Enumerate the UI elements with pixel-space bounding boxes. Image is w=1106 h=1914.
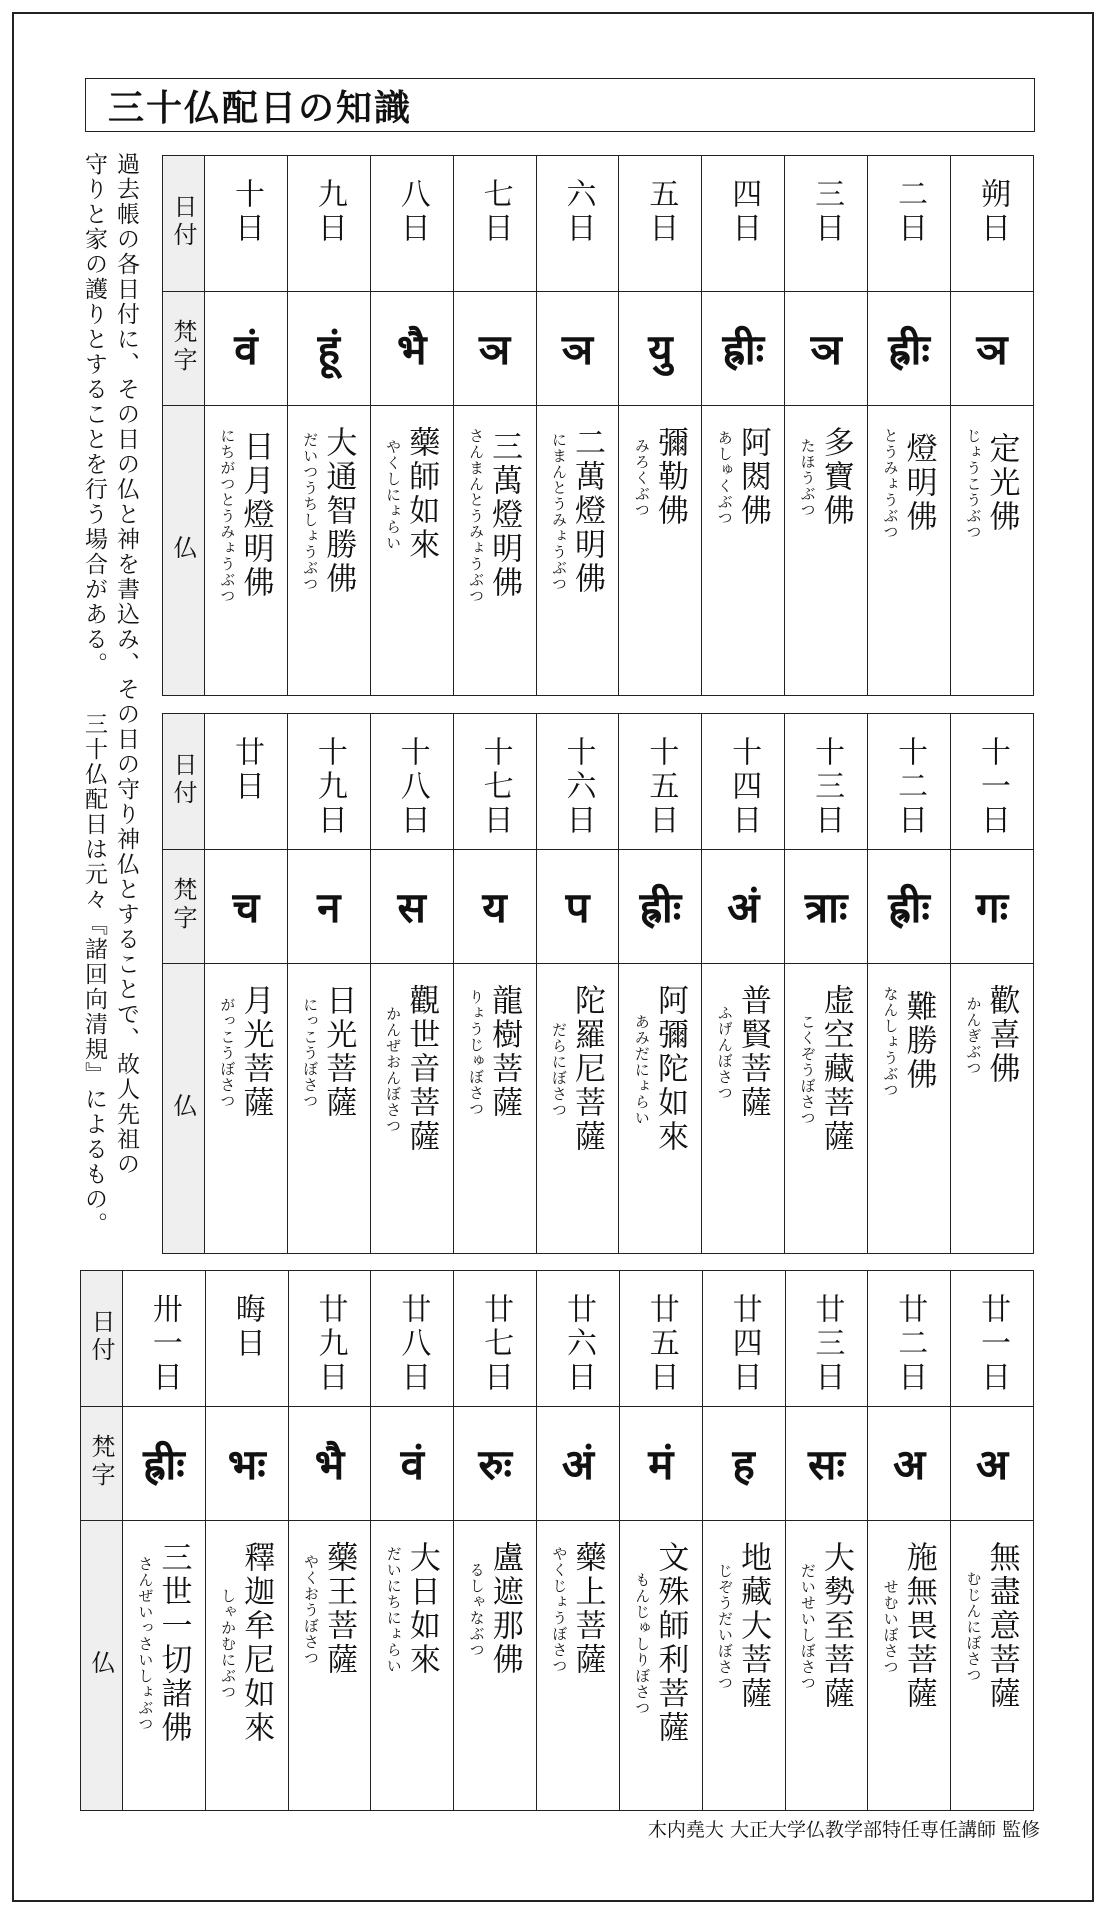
sanskrit-seed-char: ह्रीः [722,325,765,374]
buddha-name: 彌勒佛 [651,426,688,528]
sanskrit-seed-char: ञ [810,325,842,374]
sanskrit-cell [287,292,370,406]
date-header-cell [163,714,205,850]
day-date: 七日 [477,178,513,246]
buddha-name: 難勝佛 [900,990,937,1092]
buddha-name: 三萬燈明佛 [486,430,523,600]
buddha-entry [868,1521,950,1711]
buddha-cell [205,406,288,696]
date-row [163,714,1034,850]
buddha-reading: じぞうだいぼさつ [716,1563,735,1691]
sanskrit-cell [868,292,951,406]
buddha-cell [288,1521,371,1811]
buddha-name: 二萬燈明佛 [569,426,606,596]
buddha-name: 藥王菩薩 [321,1541,358,1677]
sanskrit-cell [288,1407,371,1521]
day-date: 朔日 [975,178,1010,246]
buddha-entry [454,964,536,1120]
day-date: 十九日 [311,736,347,838]
sanskrit-seed-char: य [482,883,507,932]
sanskrit-cell [205,292,288,406]
buddha-reading: むじんにぼさつ [964,1571,983,1683]
buddha-header-cell [81,1521,123,1811]
buddha-name: 阿彌陀如來 [651,984,688,1154]
sanskrit-cell [619,1407,702,1521]
sanskrit-seed-char: च [232,883,260,932]
buddha-reading: あみだにょらい [632,1014,651,1126]
buddha-entry [951,1521,1033,1711]
date-cell [454,1271,537,1407]
sanskrit-cell [785,292,868,406]
sanskrit-seed-char: भै [314,1440,345,1489]
buddha-entry [206,1521,288,1745]
buddha-name: 大勢至菩薩 [817,1541,854,1711]
day-date: 十一日 [975,736,1010,838]
intro-line-3: 三十仏配日は元々『諸回向清規』によるもの。 [81,712,107,1237]
day-date: 卅一日 [146,1293,182,1395]
buddha-name: 多寶佛 [817,426,854,528]
sanskrit-cell [951,1407,1034,1521]
date-cell [205,156,288,292]
date-cell [536,714,619,850]
buddha-reading: とうみょうぶつ [881,428,900,540]
day-date: 三日 [809,178,845,246]
day-table-3 [80,1270,1034,1811]
day-date: 廿三日 [809,1293,845,1395]
buddha-entry [785,964,867,1154]
date-cell [287,714,370,850]
date-cell [370,156,453,292]
buddha-name: 藥上菩薩 [569,1541,606,1677]
sanskrit-seed-char: ह [732,1440,755,1489]
sanskrit-seed-char: ह्रीः [639,883,682,932]
buddha-cell [453,406,536,696]
sanskrit-header-cell [81,1407,123,1521]
buddha-name: 大日如來 [403,1541,440,1677]
buddha-cell [370,964,453,1254]
buddha-reading: さんまんとうみょうぶつ [467,428,486,604]
sanskrit-seed-char: ह्रीः [143,1440,185,1489]
buddha-reading: たほうぶつ [798,438,817,518]
buddha-name: 月光菩薩 [237,984,274,1120]
day-date: 廿九日 [312,1293,348,1395]
buddha-reading: やくしにょらい [384,439,403,551]
buddha-cell [619,406,702,696]
buddha-reading: せむいぼさつ [881,1579,900,1675]
sanskrit-cell [951,850,1034,964]
date-header-cell [163,156,205,292]
buddha-name: 釋迦牟尼如來 [238,1541,275,1745]
buddha-reading: だいせいしぼさつ [798,1563,817,1691]
buddha-entry [537,1521,619,1677]
buddha-name: 觀世音菩薩 [403,984,440,1154]
buddha-reading: りょうじゅぼさつ [467,989,486,1117]
sanskrit-cell [205,850,288,964]
date-cell [536,156,619,292]
day-date: 廿七日 [478,1293,514,1395]
buddha-reading: しゃかむにぶつ [219,1588,238,1700]
sanskrit-seed-char: ह्रीः [888,325,930,374]
sanskrit-seed-char: प [565,883,590,932]
buddha-entry [868,406,950,540]
buddha-cell [453,964,536,1254]
buddha-entry [619,964,701,1154]
buddha-header: 仏 [87,1649,115,1678]
sanskrit-seed-char: त्राः [804,883,848,932]
date-cell [123,1271,206,1407]
sanskrit-cell [536,292,619,406]
buddha-cell [123,1521,206,1811]
day-date: 十六日 [560,736,596,838]
date-cell [868,156,951,292]
sanskrit-seed-char: अ [976,1440,1009,1489]
buddha-reading: あしゅくぶつ [715,430,734,526]
date-cell [205,714,288,850]
buddha-reading: なんしょうぶつ [881,986,900,1098]
buddha-entry [371,406,453,562]
sanskrit-row [81,1407,1034,1521]
sanskrit-seed-char: यु [648,325,673,374]
sanskrit-cell [785,850,868,964]
buddha-entry [786,1521,868,1711]
buddha-reading: にまんとうみょうぶつ [549,432,568,592]
sanskrit-seed-char: भः [227,1440,266,1489]
day-date: 廿六日 [560,1293,596,1395]
buddha-entry [702,964,784,1120]
sanskrit-cell [454,1407,537,1521]
day-table-2 [162,713,1034,1254]
buddha-cell [868,1521,951,1811]
buddha-cell [205,1521,288,1811]
buddha-reading: にっこうぼさつ [301,997,320,1109]
buddha-entry [371,964,453,1154]
date-cell [619,1271,702,1407]
buddha-cell [370,406,453,696]
day-date: 二日 [892,178,928,246]
date-header: 日付 [169,751,197,808]
buddha-cell [371,1521,454,1811]
buddha-entry [537,406,619,596]
buddha-name: 文殊師利菩薩 [652,1541,689,1745]
buddha-name: 定光佛 [983,432,1020,534]
buddha-entry [620,1521,702,1745]
sanskrit-cell [619,292,702,406]
sanskrit-seed-char: ञ [561,325,594,374]
buddha-cell [287,964,370,1254]
sanskrit-header: 梵字 [169,318,197,375]
day-date: 十四日 [726,736,762,838]
buddha-reading: ふげんぼさつ [715,1005,734,1101]
sanskrit-seed-char: स [397,883,426,932]
buddha-cell [868,406,951,696]
buddha-name: 阿閦佛 [734,426,771,528]
sanskrit-cell [868,1407,951,1521]
day-date: 廿二日 [892,1293,928,1395]
buddha-reading: るしゃなぶつ [467,1562,486,1658]
buddha-entry [951,406,1033,540]
date-cell [537,1271,620,1407]
buddha-reading: やくおうぼさつ [301,1554,320,1666]
buddha-name: 大通智勝佛 [320,426,357,596]
date-row [81,1271,1034,1407]
intro-line-2: 守りと家の護りとすることを行う場合がある。 [81,152,107,677]
buddha-name: 虚空藏菩薩 [817,984,854,1154]
day-date: 十五日 [643,736,679,838]
sanskrit-seed-char: अ [893,1440,926,1489]
day-date: 廿一日 [975,1293,1011,1395]
sanskrit-seed-char: अं [727,883,760,932]
buddha-reading: だいにちにょらい [384,1546,403,1674]
date-cell [785,156,868,292]
buddha-cell [702,406,785,696]
buddha-entry [454,1521,536,1677]
buddha-cell [536,964,619,1254]
day-date: 五日 [643,178,679,246]
buddha-name: 藥師如來 [403,426,440,562]
day-date: 十日 [228,178,264,246]
day-date: 廿日 [228,736,264,804]
sanskrit-cell [370,850,453,964]
date-header: 日付 [169,193,197,250]
buddha-name: 普賢菩薩 [734,984,771,1120]
buddha-reading: かんぎぶつ [964,996,983,1076]
sanskrit-header: 梵字 [169,876,197,933]
date-cell [453,714,536,850]
sanskrit-cell [536,850,619,964]
buddha-name: 燈明佛 [900,432,937,534]
buddha-reading: やくじょうぼさつ [550,1546,569,1674]
sanskrit-seed-char: गः [975,883,1009,932]
date-header: 日付 [87,1308,115,1365]
sanskrit-seed-char: सः [807,1440,845,1489]
day-date: 十七日 [477,736,513,838]
sanskrit-cell [785,1407,868,1521]
date-cell [785,714,868,850]
buddha-name: 陀羅尼菩薩 [569,984,606,1154]
buddha-entry [785,406,867,528]
date-cell [371,1271,454,1407]
buddha-reading: さんぜいっさいしょぶつ [136,1556,155,1732]
buddha-reading: みろくぶつ [632,438,651,518]
date-cell [205,1271,288,1407]
buddha-cell [951,964,1034,1254]
sanskrit-seed-char: ञ [976,325,1008,374]
sanskrit-cell [123,1407,206,1521]
date-cell [702,1271,785,1407]
buddha-cell [785,406,868,696]
sanskrit-cell [205,1407,288,1521]
buddha-header: 仏 [169,534,197,563]
sanskrit-cell [702,292,785,406]
sanskrit-cell [537,1407,620,1521]
buddha-cell [951,1521,1034,1811]
buddha-reading: がっこうぼさつ [218,997,237,1109]
buddha-header: 仏 [169,1092,197,1121]
buddha-cell [205,964,288,1254]
day-date: 廿八日 [395,1293,431,1395]
day-date: 十三日 [809,736,845,838]
supervisor-credit: 木内堯大 大正大学仏教学部特任専任講師 監修 [647,1819,1040,1841]
date-cell [453,156,536,292]
sanskrit-cell [287,850,370,964]
buddha-cell [951,406,1034,696]
buddha-name: 地藏大菩薩 [735,1541,772,1711]
sanskrit-seed-char: ञ [479,325,511,374]
buddha-cell [536,406,619,696]
buddha-cell [785,1521,868,1811]
date-cell [619,714,702,850]
buddha-cell [287,406,370,696]
buddha-reading: だらにぼさつ [549,1022,568,1118]
date-cell [868,1271,951,1407]
sanskrit-row [163,850,1034,964]
sanskrit-seed-char: भै [396,325,427,374]
sanskrit-cell [453,850,536,964]
sanskrit-seed-char: वं [234,325,258,374]
buddha-entry [868,964,950,1098]
sanskrit-row [163,292,1034,406]
day-date: 廿四日 [726,1293,762,1395]
sanskrit-cell [453,292,536,406]
buddha-entry [289,1521,371,1677]
buddha-cell [619,964,702,1254]
sanskrit-seed-char: ह्रीः [888,883,930,932]
date-cell [288,1271,371,1407]
buddha-cell [868,964,951,1254]
date-cell [868,714,951,850]
buddha-entry [371,1521,453,1677]
date-cell [951,1271,1034,1407]
sanskrit-cell [702,850,785,964]
buddha-row [163,964,1034,1254]
day-date: 十二日 [892,736,928,838]
buddha-reading: じょうこうぶつ [964,428,983,540]
date-cell [287,156,370,292]
buddha-name: 歡喜佛 [983,984,1020,1086]
buddha-entry [703,1521,785,1711]
buddha-reading: こくぞうぼさつ [798,1014,817,1126]
sanskrit-header: 梵字 [87,1433,115,1490]
date-cell [702,714,785,850]
buddha-entry [537,964,619,1154]
buddha-cell [619,1521,702,1811]
buddha-entry [288,964,370,1120]
buddha-entry [619,406,701,528]
buddha-name: 無盡意菩薩 [983,1541,1020,1711]
buddha-name: 三世一切諸佛 [155,1541,192,1745]
buddha-entry [454,406,536,604]
sanskrit-seed-char: अं [561,1440,595,1489]
date-cell [619,156,702,292]
sanskrit-cell [619,850,702,964]
buddha-name: 盧遮那佛 [486,1541,523,1677]
buddha-cell [454,1521,537,1811]
buddha-name: 日光菩薩 [320,984,357,1120]
buddha-cell [702,964,785,1254]
date-cell [951,156,1034,292]
buddha-reading: もんじゅしりぼさつ [633,1572,652,1716]
buddha-entry [288,406,370,596]
buddha-entry [205,406,287,604]
sanskrit-cell [951,292,1034,406]
buddha-name: 日月燈明佛 [237,430,274,600]
sanskrit-header-cell [163,292,205,406]
page-title: 三十仏配日の知識 [85,78,1035,132]
day-date: 八日 [394,178,430,246]
date-header-cell [81,1271,123,1407]
day-date: 九日 [311,178,347,246]
sanskrit-seed-char: हूं [317,325,340,374]
buddha-reading: にちがつとうみょうぶつ [218,428,237,604]
buddha-header-cell [163,406,205,696]
date-cell [702,156,785,292]
sanskrit-seed-char: न [317,883,341,932]
buddha-cell [702,1521,785,1811]
buddha-header-cell [163,964,205,1254]
day-date: 四日 [726,178,762,246]
buddha-entry [123,1521,205,1745]
buddha-entry [205,964,287,1120]
buddha-name: 施無畏菩薩 [900,1541,937,1711]
date-row [163,156,1034,292]
intro-line-1: 過去帳の各日付に、その日の仏と神を書込み、その日の守り神仏とすることで、故人先祖の [113,152,139,1177]
day-table-1 [162,155,1034,696]
buddha-row [81,1521,1034,1811]
buddha-cell [537,1521,620,1811]
buddha-cell [785,964,868,1254]
day-date: 廿五日 [643,1293,679,1395]
sanskrit-cell [371,1407,454,1521]
day-date: 晦日 [229,1293,265,1361]
buddha-entry [702,406,784,528]
sanskrit-seed-char: मं [648,1440,674,1489]
sanskrit-cell [370,292,453,406]
sanskrit-seed-char: रुः [478,1440,512,1489]
day-date: 十八日 [394,736,430,838]
date-cell [785,1271,868,1407]
sanskrit-header-cell [163,850,205,964]
buddha-row [163,406,1034,696]
date-cell [951,714,1034,850]
sanskrit-seed-char: वं [400,1440,425,1489]
buddha-entry [951,964,1033,1086]
date-cell [370,714,453,850]
sanskrit-cell [702,1407,785,1521]
buddha-name: 龍樹菩薩 [486,984,523,1120]
day-date: 六日 [560,178,596,246]
buddha-reading: だいつうちしょうぶつ [301,432,320,592]
buddha-reading: かんぜおんぼさつ [384,1006,403,1134]
sanskrit-cell [868,850,951,964]
